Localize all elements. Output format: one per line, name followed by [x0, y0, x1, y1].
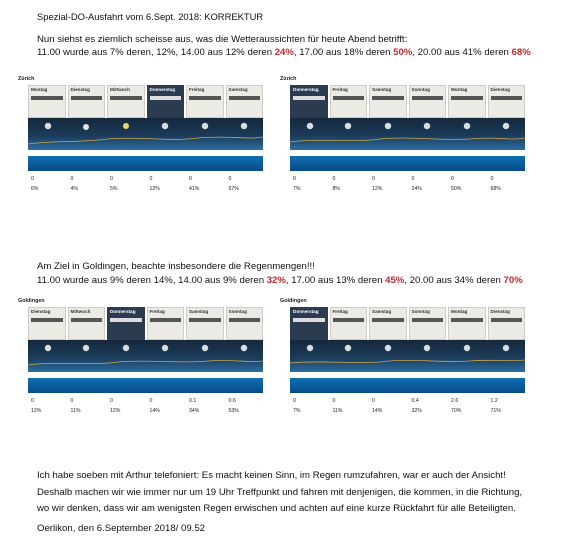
value-cell: 0 57% [228, 176, 239, 192]
value-cell: 0.6 53% [228, 398, 239, 414]
precipitation-chart [28, 156, 263, 171]
paragraph1-line2: 11.00 wurde aus 7% deren, 12%, 14.00 aus 12% deren 24%, 17.00 aus 18% deren 50%, 20.00 aus 41% deren 68% [37, 47, 531, 58]
temperature-band [28, 340, 263, 372]
forecast-day-row [290, 307, 525, 340]
value-cell: 0 4% [70, 176, 78, 192]
forecast-day: Freitag [147, 307, 185, 340]
highlight-value: 50% [393, 47, 413, 58]
forecast-day: Montag [448, 307, 486, 340]
value-cell: 0 11% [332, 398, 343, 414]
value-cell: 2.6 70% [451, 398, 462, 414]
precipitation-chart [290, 378, 525, 393]
forecast-day-row [290, 85, 525, 118]
value-cell: 0.1 34% [189, 398, 200, 414]
forecast-zurich-left [14, 74, 271, 192]
forecast-zurich-right [276, 74, 533, 192]
forecast-day: Montag [448, 85, 486, 118]
forecast-day: Samstag [226, 85, 264, 118]
paragraph3-line2: Deshalb machen wir wie immer nur um 19 Uhr Treffpunkt und fahren mit denjenigen, die kommen, in die Richtung, [37, 487, 523, 498]
temperature-curve [28, 340, 263, 372]
highlight-value: 68% [511, 47, 531, 58]
forecast-day: Freitag [186, 85, 224, 118]
forecast-values [28, 394, 263, 414]
forecast-day-row [28, 307, 263, 340]
forecast-day: Samstag [369, 307, 407, 340]
paragraph3-line3: wo wir denken, dass wir am wenigsten Regen erwischen und achten auf eine kurze Rückfahrt für alle Beteiligten. [37, 503, 516, 514]
forecast-day: Montag [28, 85, 66, 118]
value-cell: 0 14% [372, 398, 383, 414]
forecast-day-selected: Donnerstag [107, 307, 145, 340]
value-cell: 0 68% [490, 176, 501, 192]
forecast-title: Goldingen [18, 298, 45, 304]
temperature-curve [290, 118, 525, 150]
value-cell: 0 50% [451, 176, 462, 192]
value-cell: 0.4 32% [411, 398, 422, 414]
highlight-value: 70% [503, 275, 523, 286]
forecast-day: Dienstag [488, 85, 526, 118]
value-cell: 0 12% [149, 176, 160, 192]
forecast-day: Dienstag [68, 85, 106, 118]
document-heading: Spezial-DO-Ausfahrt vom 6.Sept. 2018: KORREKTUR [37, 11, 264, 22]
paragraph3-line1: Ich habe soeben mit Arthur telefoniert: Es macht keinen Sinn, im Regen rumzufahren, war er auch der Ansicht! [37, 470, 506, 481]
value-cell: 0 7% [293, 398, 301, 414]
paragraph2-line2: 11.00 wurde aus 9% deren 14%, 14.00 aus 9% deren 32%, 17.00 aus 13% deren 45%, 20.00 aus 34% deren 70% [37, 275, 523, 286]
value-cell: 0 12% [372, 176, 383, 192]
temperature-curve [290, 340, 525, 372]
forecast-day: Freitag [330, 307, 368, 340]
forecast-day: Sonntag [409, 307, 447, 340]
forecast-day-selected: Donnerstag [147, 85, 185, 118]
value-cell: 0 41% [189, 176, 200, 192]
value-cell: 0 7% [293, 176, 301, 192]
value-cell: 0 24% [411, 176, 422, 192]
forecast-day: Mittwoch [68, 307, 106, 340]
forecast-title: Zürich [18, 76, 35, 82]
highlight-value: 32% [266, 275, 286, 286]
signature-line: Oerlikon, den 6.September 2018/ 09.52 [37, 523, 206, 534]
forecast-day: Mittwoch [107, 85, 145, 118]
precipitation-chart [28, 378, 263, 393]
forecast-values [290, 172, 525, 192]
temperature-band [28, 118, 263, 150]
highlight-value: 45% [385, 275, 405, 286]
forecast-day: Samstag [186, 307, 224, 340]
value-cell: 1.2 71% [490, 398, 501, 414]
forecast-day: Freitag [330, 85, 368, 118]
forecast-title: Goldingen [280, 298, 307, 304]
forecast-day-selected: Donnerstag [290, 85, 328, 118]
forecast-title: Zürich [280, 76, 297, 82]
temperature-band [290, 118, 525, 150]
forecast-goldingen-left [14, 296, 271, 414]
paragraph2-line1: Am Ziel in Goldingen, beachte insbesondere die Regenmengen!!! [37, 261, 315, 272]
forecast-values [28, 172, 263, 192]
value-cell: 0 12% [110, 398, 121, 414]
value-cell: 0 12% [31, 398, 42, 414]
paragraph1-line1: Nun siehst es ziemlich scheisse aus, was die Wetteraussichten für heute Abend betrifft: [37, 34, 408, 45]
forecast-goldingen-right [276, 296, 533, 414]
forecast-day: Dienstag [488, 307, 526, 340]
value-cell: 0 14% [149, 398, 160, 414]
temperature-curve [28, 118, 263, 150]
highlight-value: 24% [274, 47, 294, 58]
temperature-band [290, 340, 525, 372]
forecast-day: Samstag [369, 85, 407, 118]
forecast-day: Sonntag [226, 307, 264, 340]
value-cell: 0 5% [110, 176, 118, 192]
value-cell: 0 8% [332, 176, 340, 192]
value-cell: 0 11% [70, 398, 81, 414]
value-cell: 0 6% [31, 176, 39, 192]
forecast-day-row [28, 85, 263, 118]
precipitation-chart [290, 156, 525, 171]
forecast-day: Dienstag [28, 307, 66, 340]
forecast-day: Sonntag [409, 85, 447, 118]
forecast-day-selected: Donnerstag [290, 307, 328, 340]
forecast-values [290, 394, 525, 414]
